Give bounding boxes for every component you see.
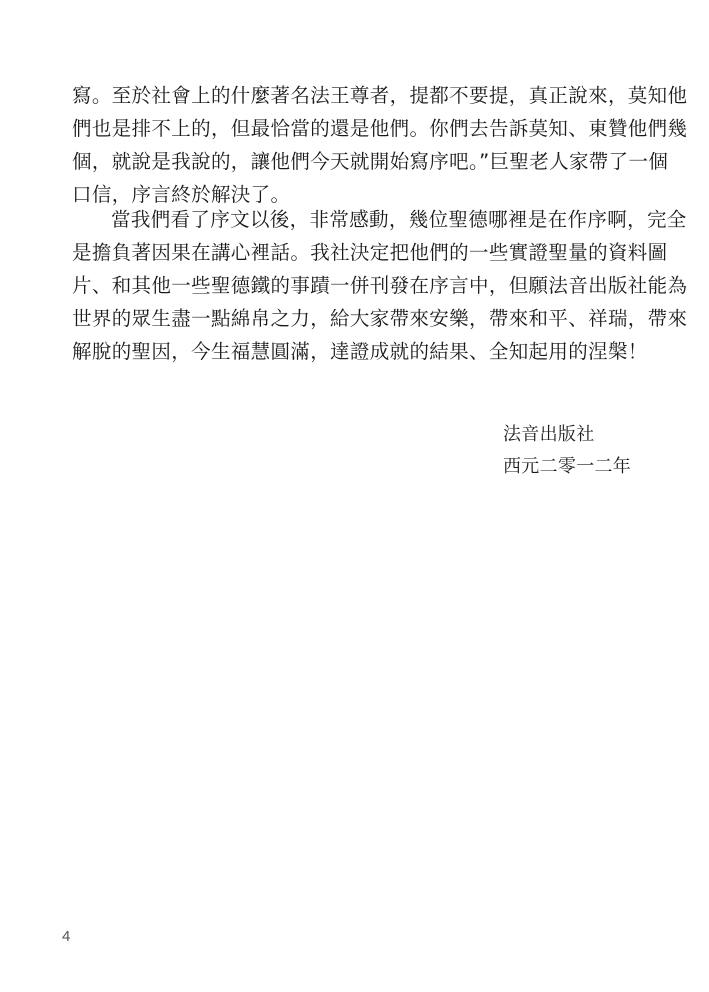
paragraph-line: 片、和其他一些聖德鐵的事蹟一併刊發在序言中，但願法音出版社能為 bbox=[72, 274, 688, 297]
paragraph-line: 當我們看了序文以後，非常感動，幾位聖德哪裡是在作序啊，完全 bbox=[111, 208, 687, 231]
signature-block bbox=[503, 419, 631, 483]
paragraph-line: 個，就說是我說的，讓他們今天就開始寫序吧。”巨聖老人家帶了一個 bbox=[72, 150, 669, 173]
publication-date: 西元二零一二年 bbox=[503, 456, 632, 477]
paragraph-line: 解脫的聖因，今生福慧圓滿，達證成就的結果、全知起用的涅槃！ bbox=[72, 340, 648, 363]
publisher-name: 法音出版社 bbox=[503, 424, 595, 445]
paragraph-line: 是擔負著因果在講心裡話。我社決定把他們的一些實證聖量的資料圖 bbox=[72, 241, 668, 264]
page-number: 4 bbox=[62, 928, 71, 945]
paragraph-line: 們也是排不上的，但最恰當的還是他們。你們去告訴莫知、東贊他們幾 bbox=[72, 117, 688, 140]
paragraph-line: 世界的眾生盡一點綿帛之力，給大家帶來安樂，帶來和平、祥瑞，帶來 bbox=[72, 307, 688, 330]
body-paragraph-2 bbox=[72, 203, 688, 368]
body-paragraph-1 bbox=[72, 79, 688, 211]
paragraph-line: 口信，序言終於解決了。 bbox=[72, 183, 291, 206]
paragraph-line: 寫。至於社會上的什麼著名法王尊者，提都不要提，真正說來，莫知他 bbox=[72, 84, 688, 107]
